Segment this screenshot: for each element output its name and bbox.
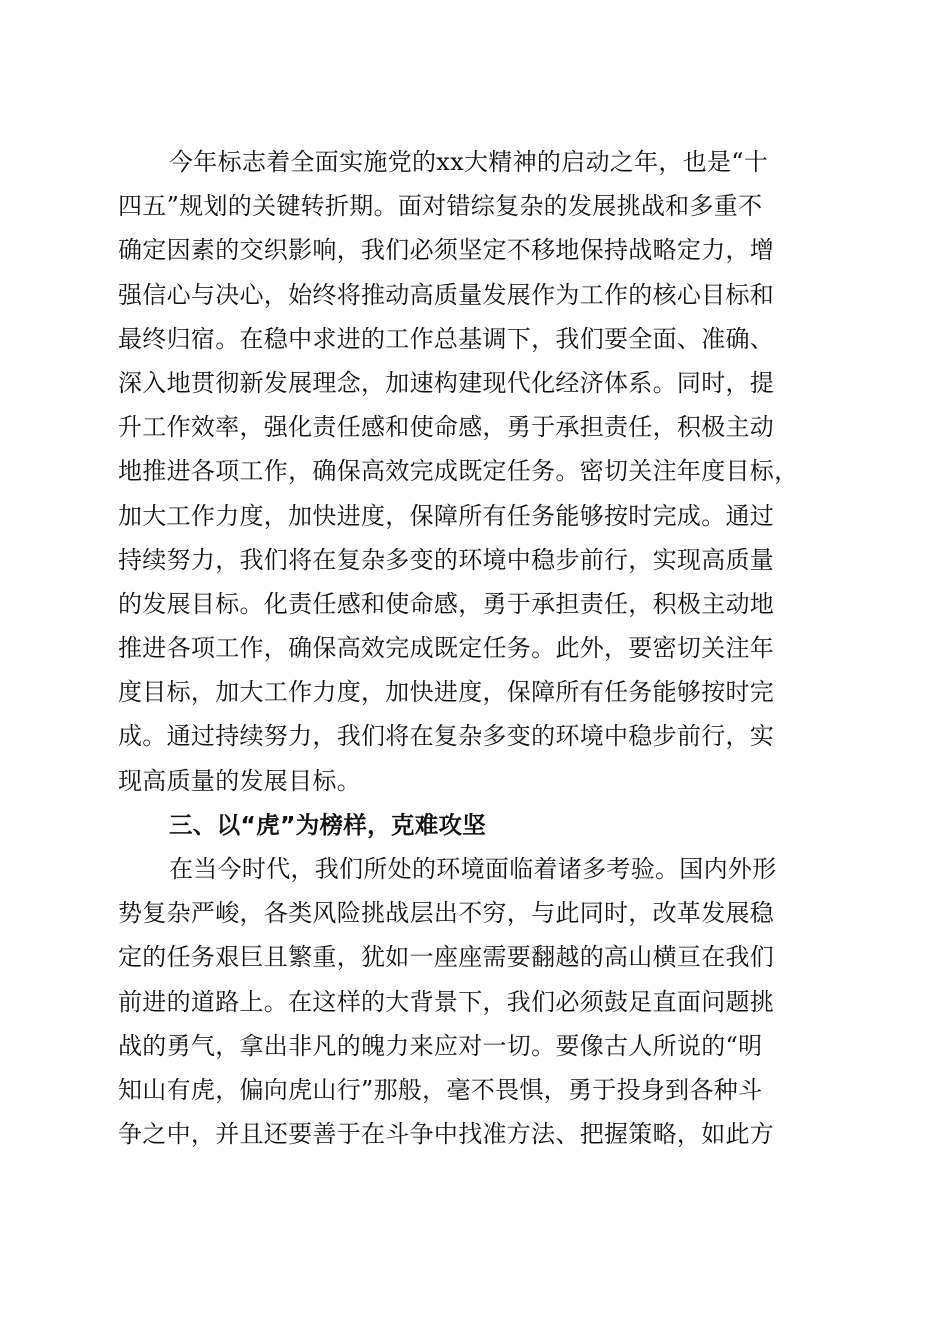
- paragraph-2: [118, 847, 834, 1156]
- paragraph-line: 确定因素的交织影响，我们必须坚定不移地保持战略定力，增: [118, 236, 775, 265]
- paragraph-1: [118, 140, 834, 803]
- paragraph-line: 深入地贯彻新发展理念，加速构建现代化经济体系。同时，提: [118, 368, 775, 397]
- paragraph-line: 争之中，并且还要善于在斗争中找准方法、把握策略，如此方: [118, 1120, 775, 1149]
- paragraph-line: 持续努力，我们将在复杂多变的环境中稳步前行，实现高质量: [118, 545, 775, 574]
- paragraph-line: 战的勇气，拿出非凡的魄力来应对一切。要像古人所说的“明: [118, 1031, 763, 1060]
- section-heading: 三、以“虎”为榜样，克难攻坚: [169, 810, 487, 839]
- paragraph-line: 在当今时代，我们所处的环境面临着诸多考验。国内外形: [169, 855, 777, 883]
- paragraph-line: 成。通过持续努力，我们将在复杂多变的环境中稳步前行，实: [118, 722, 775, 751]
- paragraph-line: 升工作效率，强化责任感和使命感，勇于承担责任，积极主动: [118, 413, 775, 442]
- paragraph-line: 度目标，加大工作力度，加快进度，保障所有任务能够按时完: [118, 678, 775, 707]
- paragraph-line: 势复杂严峻，各类风险挑战层出不穷，与此同时，改革发展稳: [118, 899, 775, 928]
- paragraph-line: 前进的道路上。在这样的大背景下，我们必须鼓足直面问题挑: [118, 987, 775, 1016]
- paragraph-line: 今年标志着全面实施党的xx大精神的启动之年，也是“十: [169, 148, 769, 176]
- paragraph-line: 知山有虎，偏向虎山行”那般，毫不畏惧，勇于投身到各种斗: [118, 1075, 763, 1104]
- paragraph-line: 强信心与决心，始终将推动高质量发展作为工作的核心目标和: [118, 280, 775, 309]
- paragraph-line: 加大工作力度，加快进度，保障所有任务能够按时完成。通过: [118, 501, 775, 530]
- paragraph-line: 的发展目标。化责任感和使命感，勇于承担责任，积极主动地: [118, 589, 775, 618]
- paragraph-line: 定的任务艰巨且繁重，犹如一座座需要翻越的高山横亘在我们: [118, 943, 775, 972]
- paragraph-line: 地推进各项工作，确保高效完成既定任务。密切关注年度目标，: [118, 457, 799, 486]
- document-body: [118, 140, 834, 1156]
- paragraph-line: 推进各项工作，确保高效完成既定任务。此外，要密切关注年: [118, 634, 775, 663]
- paragraph-line: 最终归宿。在稳中求进的工作总基调下，我们要全面、准确、: [118, 324, 775, 353]
- paragraph-line: 现高质量的发展目标。: [118, 766, 361, 795]
- paragraph-line: 四五”规划的关键转折期。面对错综复杂的发展挑战和多重不: [118, 192, 763, 221]
